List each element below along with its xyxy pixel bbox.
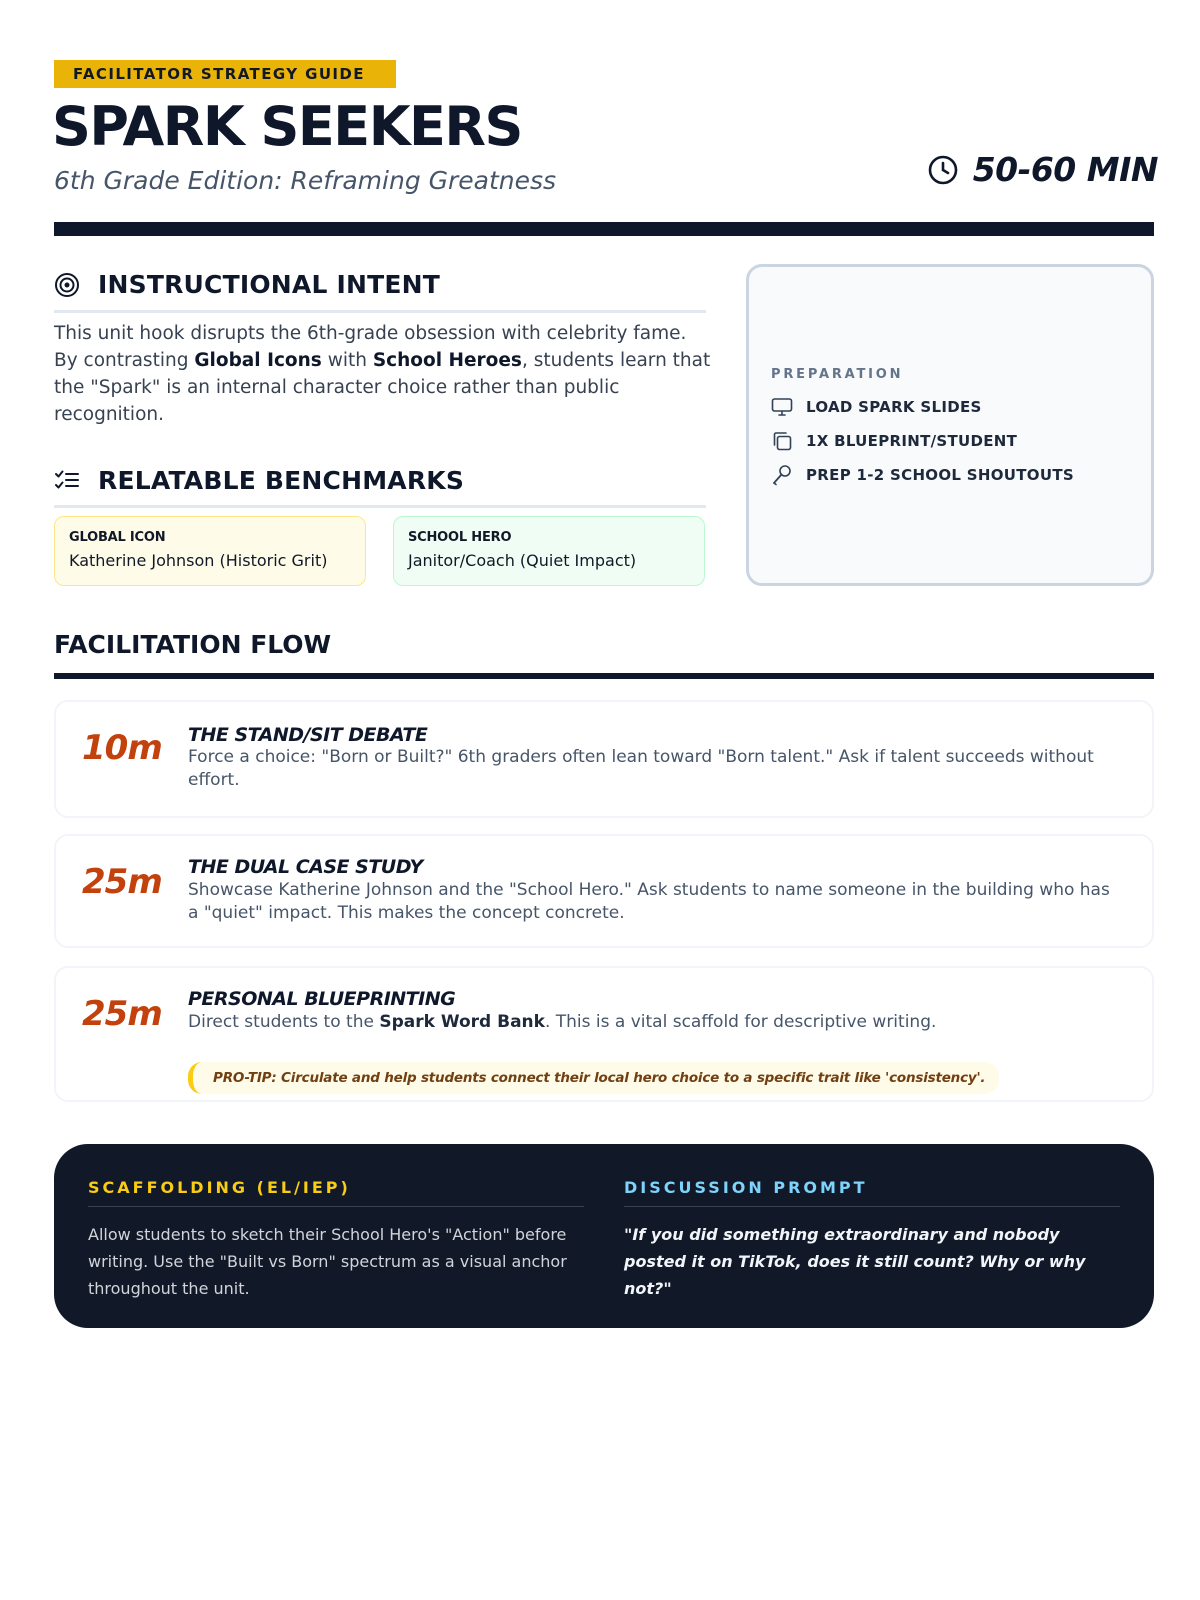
scaffolding-column (88, 1178, 584, 1302)
pro-tip-callout: PRO-TIP: Circulate and help students connect their local hero choice to a specific trait like 'consistency'. (188, 1062, 999, 1094)
flow-divider (54, 673, 1154, 679)
scaffolding-heading: SCAFFOLDING (EL/IEP) (88, 1178, 584, 1207)
step-time: 25m (82, 994, 162, 1034)
discussion-heading: DISCUSSION PROMPT (624, 1178, 1120, 1207)
benchmark-label: SCHOOL HERO (408, 530, 512, 545)
prep-item-text: 1X BLUEPRINT/STUDENT (806, 432, 1018, 450)
page-subtitle: 6th Grade Edition: Reframing Greatness (54, 166, 557, 195)
benchmarks-heading-row (54, 466, 464, 495)
intent-bold-1: Global Icons (194, 350, 322, 371)
guide-tag: FACILITATOR STRATEGY GUIDE (54, 60, 396, 88)
intent-heading: INSTRUCTIONAL INTENT (98, 270, 441, 299)
step-time: 25m (82, 862, 162, 902)
header-divider (54, 222, 1154, 236)
step-title: THE DUAL CASE STUDY (188, 856, 423, 878)
step-desc-text: . This is a vital scaffold for descriptive writing. (544, 1012, 937, 1032)
step-time: 10m (82, 728, 162, 768)
benchmark-value: Janitor/Coach (Quiet Impact) (408, 551, 637, 570)
step-description (188, 1011, 1118, 1034)
step-description: Force a choice: "Born or Built?" 6th graders often lean toward "Born talent." Ask if talent succeeds without effort. (188, 747, 1094, 790)
step-title: THE STAND/SIT DEBATE (188, 724, 428, 746)
prep-item (771, 464, 1074, 486)
intent-heading-row (54, 270, 440, 299)
benchmark-value: Katherine Johnson (Historic Grit) (69, 551, 328, 570)
scaffolding-text: Allow students to sketch their School Hero's "Action" before writing. Use the "Built vs Born" spectrum as a visual anchor throughout the unit. (88, 1225, 567, 1298)
intent-text-1: This unit hook disrupts the 6th-grade obsession with celebrity fame. By contrasting (54, 323, 687, 371)
intent-paragraph (54, 320, 714, 428)
benchmarks-heading: RELATABLE BENCHMARKS (98, 466, 465, 495)
intent-text-2: with (321, 350, 373, 371)
target-icon (54, 272, 80, 298)
flow-step (54, 966, 1154, 1102)
step-description: Showcase Katherine Johnson and the "School Hero." Ask students to name someone in the building who has a "quiet" impact. This makes the concept concrete. (188, 880, 1110, 923)
checklist-icon (54, 468, 80, 494)
monitor-icon (771, 396, 793, 418)
page-title: SPARK SEEKERS (52, 95, 522, 158)
duration-badge (927, 150, 1158, 189)
prep-item (771, 396, 982, 418)
benchmark-card-global (54, 516, 366, 586)
prep-item (771, 430, 1017, 452)
microphone-icon (771, 464, 793, 486)
flow-heading: FACILITATION FLOW (54, 630, 332, 659)
prep-item-text: PREP 1-2 SCHOOL SHOUTOUTS (806, 466, 1074, 484)
discussion-prompt: "If you did something extraordinary and nobody posted it on TikTok, does it still count? Why or why not?" (624, 1225, 1086, 1298)
benchmarks-rule (54, 505, 706, 508)
copy-icon (771, 430, 793, 452)
clock-icon (927, 154, 959, 186)
duration-text: 50-60 MIN (972, 150, 1158, 189)
step-desc-bold: Spark Word Bank (379, 1012, 545, 1032)
discussion-column (624, 1178, 1120, 1302)
benchmark-card-school (393, 516, 705, 586)
intent-rule (54, 310, 706, 313)
flow-step (54, 834, 1154, 948)
benchmark-label: GLOBAL ICON (69, 530, 166, 545)
scaffolding-discussion-panel (54, 1144, 1154, 1328)
preparation-card (746, 264, 1154, 586)
flow-step (54, 700, 1154, 818)
prep-item-text: LOAD SPARK SLIDES (806, 398, 982, 416)
step-desc-text: Direct students to the (188, 1012, 380, 1032)
preparation-label: PREPARATION (771, 367, 904, 382)
intent-text-3: , students learn that the "Spark" is an internal character choice rather than public recognition. (54, 350, 711, 425)
intent-bold-2: School Heroes (372, 350, 522, 371)
step-title: PERSONAL BLUEPRINTING (188, 988, 456, 1010)
